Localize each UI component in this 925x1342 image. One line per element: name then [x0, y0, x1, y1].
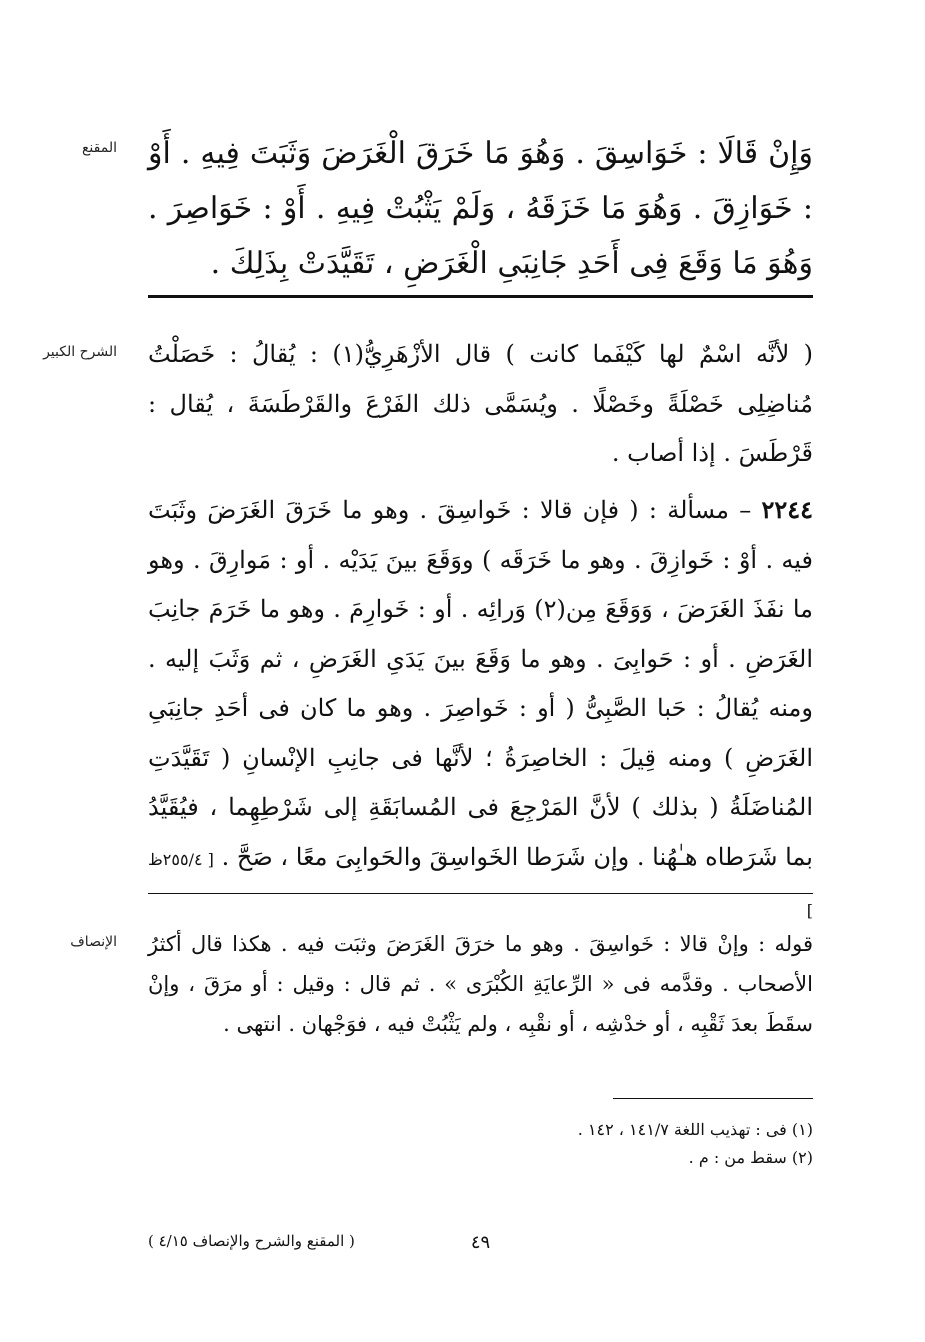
sharh-paragraph-1-block — [148, 330, 813, 479]
sharh-paragraph-2 — [148, 485, 813, 936]
section-divider-thin — [148, 893, 813, 894]
manuscript-folio-marker: [ ٢٥٥/٤ظ ] — [148, 849, 813, 920]
section-divider-thick — [148, 295, 813, 298]
footnote-separator — [613, 1098, 813, 1099]
book-title: ( المقنع والشرح والإنصاف ٤/١٥ ) — [148, 1232, 355, 1250]
page-footer — [148, 1232, 813, 1260]
page-number: ٤٩ — [470, 1232, 491, 1253]
insaf-text-block — [148, 924, 813, 1044]
section-label-insaf: الإنصاف — [70, 934, 117, 950]
sharh-paragraph-2-block — [148, 485, 813, 936]
section-label-muqni: المقنع — [81, 140, 117, 156]
insaf-paragraph: قوله : وإنْ قالا : خَواسِقَ . وهو ما خرَقَ الغَرَضَ وثبَت فيه . هكذا قال أكثرُ الأصحاب . وقدَّمه فى « الرِّعايَةِ الكُبْرَى » . ثم قال : وقيل : أو مرَقَ ، وإنْ سقَطَ بعدَ ثَقْبِه ، أو خدْشِه ، أو نقْبِه ، ولم يَثْبُتْ فيه ، فوَجْهان . انتهى . — [148, 932, 813, 1036]
footnote-1: (١) فى : تهذيب اللغة ١٤١/٧ ، ١٤٢ . — [577, 1120, 813, 1139]
footnotes — [148, 1116, 813, 1172]
sharh-paragraph-1: ( لأنَّه اسْمٌ لها كَيْفَما كانت ) قال الأزْهَرِيُّ(١) : يُقالُ : خَصَلْتُ مُناضِلِى خَصْلَةً وخَصْلًا . ويُسَمَّى ذلك الفَرْعَ والقَرْطَسَةَ ، يُقال : قَرْطَسَ . إذا أصاب . — [148, 340, 814, 467]
masala-number: ٢٢٤٤ — [761, 495, 813, 524]
section-label-sharh: الشرح الكبير — [43, 344, 117, 360]
muqni-paragraph: وَإِنْ قَالَا : خَوَاسِقَ . وَهُوَ مَا خَرَقَ الْغَرَضَ وَثَبَتَ فِيهِ . أَوْ : خَوَازِقَ . وَهُوَ مَا خَزَقَهُ ، وَلَمْ يَثْبُتْ فِيهِ . أَوْ : خَوَاصِرَ . وَهُوَ مَا وَقَعَ فِى أَحَدِ جَانِبَىِ الْغَرَضِ ، تَقَيَّدَتْ بِذَلِكَ . — [148, 136, 813, 281]
masala-text: – مسألة : ( فإن قالا : خَواسِقَ . وهو ما خَرَقَ الغَرَضَ وثَبَتَ فيه . أوْ : خَوازِقَ . وهو ما خَرَقَه ) ووَقَعَ بينَ يَدَيْه . أو : مَوارِقَ . وهو ما نفَذَ الغَرَضَ ، وَوَقَعَ مِن(٢) وَرائِه . أو : خَوارِمَ . وهو ما خَرَمَ جانِبَ الغَرَضِ . أو : حَوابِىَ . وهو ما وَقَعَ بينَ يَدَىِ الغَرَضِ ، ثم وَثَبَ إليه . ومنه يُقالُ : حَبا الصَّبِىُّ ( أو : خَواصِرَ . وهو ما كان فى أحَدِ جانِبَىِ الغَرَضِ ) ومنه قِيلَ : الخاصِرَةُ ؛ لأنَّها فى جانِبِ الإنْسانِ ( تَقَيَّدَتِ المُناضَلَةُ ( بذلك ) لأنَّ المَرْجِعَ فى المُسابَقَةِ إلى شَرْطِهِما ، فيُقَيَّدُ بما شَرَطاه هـٰهُنا . وإن شَرَطا الخَواسِقَ والحَوابِىَ معًا ، صَحَّ . — [148, 496, 813, 871]
footnote-2: (٢) سقط من : م . — [688, 1148, 813, 1167]
muqni-text-block — [148, 126, 813, 291]
